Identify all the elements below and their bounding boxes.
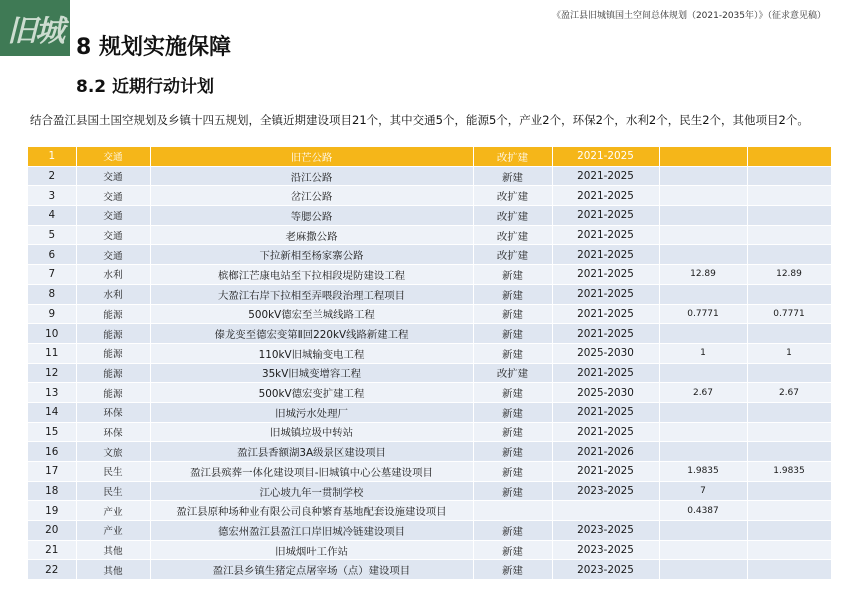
project-name-cell: 沿江公路 xyxy=(150,166,473,186)
logo xyxy=(0,0,70,56)
table-row xyxy=(28,442,831,462)
period-cell: 2023-2025 xyxy=(552,540,659,560)
logo-text: 旧城 xyxy=(7,14,63,49)
value-b-cell xyxy=(747,402,831,422)
table-row xyxy=(28,383,831,403)
period-cell: 2021-2025 xyxy=(552,363,659,383)
value-a-cell xyxy=(659,245,747,265)
table-row xyxy=(28,343,831,363)
table-row xyxy=(28,540,831,560)
table-row xyxy=(28,265,831,285)
table-row xyxy=(28,206,831,226)
value-a-cell xyxy=(659,324,747,344)
project-table-body xyxy=(28,147,831,580)
row-number-cell: 13 xyxy=(28,383,76,403)
table-row xyxy=(28,166,831,186)
project-name-cell: 盈江县殡葬一体化建设项目-旧城镇中心公墓建设项目 xyxy=(150,462,473,482)
project-name-cell: 110kV旧城输变电工程 xyxy=(150,343,473,363)
table-row xyxy=(28,521,831,541)
period-cell: 2021-2025 xyxy=(552,462,659,482)
period-cell: 2023-2025 xyxy=(552,481,659,501)
value-b-cell xyxy=(747,284,831,304)
row-number-cell: 21 xyxy=(28,540,76,560)
value-b-cell xyxy=(747,166,831,186)
project-name-cell: 35kV旧城变增容工程 xyxy=(150,363,473,383)
value-a-cell: 0.7771 xyxy=(659,304,747,324)
value-a-cell: 1 xyxy=(659,343,747,363)
row-number-cell: 10 xyxy=(28,324,76,344)
value-b-cell xyxy=(747,521,831,541)
project-name-cell: 江心坡九年一贯制学校 xyxy=(150,481,473,501)
construction-nature-cell: 改扩建 xyxy=(473,186,552,206)
row-number-cell: 11 xyxy=(28,343,76,363)
period-cell: 2025-2030 xyxy=(552,383,659,403)
project-name-cell: 500kV德宏变扩建工程 xyxy=(150,383,473,403)
row-number-cell: 20 xyxy=(28,521,76,541)
period-cell: 2021-2025 xyxy=(552,206,659,226)
row-number-cell: 22 xyxy=(28,560,76,580)
section-subtitle: 8.2 近期行动计划 xyxy=(76,77,215,97)
construction-nature-cell: 新建 xyxy=(473,481,552,501)
value-a-cell xyxy=(659,540,747,560)
construction-nature-cell: 改扩建 xyxy=(473,225,552,245)
project-type-cell: 能源 xyxy=(76,343,150,363)
row-number-cell: 12 xyxy=(28,363,76,383)
construction-nature-cell: 改扩建 xyxy=(473,147,552,166)
project-name-cell: 大盈江右岸下拉相至弄喂段治理工程项目 xyxy=(150,284,473,304)
period-cell: 2021-2025 xyxy=(552,147,659,166)
period-cell: 2021-2025 xyxy=(552,304,659,324)
value-b-cell xyxy=(747,481,831,501)
project-type-cell: 环保 xyxy=(76,402,150,422)
table-row xyxy=(28,462,831,482)
construction-nature-cell: 新建 xyxy=(473,422,552,442)
period-cell xyxy=(552,501,659,521)
construction-nature-cell xyxy=(473,501,552,521)
project-name-cell: 旧城污水处理厂 xyxy=(150,402,473,422)
project-name-cell: 500kV德宏至兰城线路工程 xyxy=(150,304,473,324)
row-number-cell: 19 xyxy=(28,501,76,521)
period-cell: 2021-2026 xyxy=(552,442,659,462)
row-number-cell: 5 xyxy=(28,225,76,245)
period-cell: 2025-2030 xyxy=(552,343,659,363)
project-type-cell: 能源 xyxy=(76,383,150,403)
value-b-cell xyxy=(747,363,831,383)
construction-nature-cell: 新建 xyxy=(473,442,552,462)
project-name-cell: 岔江公路 xyxy=(150,186,473,206)
project-type-cell: 能源 xyxy=(76,324,150,344)
project-type-cell: 交通 xyxy=(76,147,150,166)
value-a-cell: 12.89 xyxy=(659,265,747,285)
value-b-cell: 12.89 xyxy=(747,265,831,285)
value-a-cell xyxy=(659,284,747,304)
row-number-cell: 14 xyxy=(28,402,76,422)
construction-nature-cell: 新建 xyxy=(473,521,552,541)
value-b-cell xyxy=(747,540,831,560)
value-a-cell xyxy=(659,363,747,383)
project-name-cell: 傣龙变至德宏变第Ⅱ回220kV线路新建工程 xyxy=(150,324,473,344)
period-cell: 2021-2025 xyxy=(552,265,659,285)
project-type-cell: 环保 xyxy=(76,422,150,442)
project-type-cell: 交通 xyxy=(76,206,150,226)
row-number-cell: 4 xyxy=(28,206,76,226)
project-type-cell: 产业 xyxy=(76,501,150,521)
project-name-cell: 德宏州盈江县盈江口岸旧城冷链建设项目 xyxy=(150,521,473,541)
intro-paragraph: 结合盈江县国土国空规划及乡镇十四五规划，全镇近期建设项目21个，其中交通5个，能源5个，产业2个，环保2个，水利2个，民生2个，其他项目2个。 xyxy=(30,113,809,127)
construction-nature-cell: 改扩建 xyxy=(473,363,552,383)
project-type-cell: 能源 xyxy=(76,304,150,324)
construction-nature-cell: 新建 xyxy=(473,560,552,580)
project-type-cell: 交通 xyxy=(76,245,150,265)
project-type-cell: 民生 xyxy=(76,462,150,482)
value-a-cell xyxy=(659,147,747,166)
row-number-cell: 2 xyxy=(28,166,76,186)
period-cell: 2021-2025 xyxy=(552,402,659,422)
row-number-cell: 16 xyxy=(28,442,76,462)
value-b-cell: 0.7771 xyxy=(747,304,831,324)
row-number-cell: 3 xyxy=(28,186,76,206)
row-number-cell: 18 xyxy=(28,481,76,501)
construction-nature-cell: 新建 xyxy=(473,383,552,403)
construction-nature-cell: 新建 xyxy=(473,324,552,344)
value-b-cell: 1.9835 xyxy=(747,462,831,482)
table-row xyxy=(28,186,831,206)
construction-nature-cell: 新建 xyxy=(473,284,552,304)
project-name-cell: 盈江县乡镇生猪定点屠宰场（点）建设项目 xyxy=(150,560,473,580)
construction-nature-cell: 新建 xyxy=(473,540,552,560)
construction-nature-cell: 新建 xyxy=(473,402,552,422)
value-b-cell xyxy=(747,206,831,226)
project-name-cell: 盈江县香额湖3A级景区建设项目 xyxy=(150,442,473,462)
value-b-cell xyxy=(747,186,831,206)
period-cell: 2021-2025 xyxy=(552,186,659,206)
value-a-cell xyxy=(659,186,747,206)
value-a-cell xyxy=(659,166,747,186)
construction-nature-cell: 新建 xyxy=(473,265,552,285)
project-type-cell: 民生 xyxy=(76,481,150,501)
section-title: 8 规划实施保障 xyxy=(76,35,231,60)
value-b-cell xyxy=(747,225,831,245)
value-a-cell xyxy=(659,206,747,226)
table-row xyxy=(28,422,831,442)
construction-nature-cell: 新建 xyxy=(473,462,552,482)
project-table xyxy=(28,147,832,580)
period-cell: 2021-2025 xyxy=(552,422,659,442)
value-a-cell: 0.4387 xyxy=(659,501,747,521)
project-name-cell: 槟榔江芒康电站至下拉相段堤防建设工程 xyxy=(150,265,473,285)
project-name-cell: 下拉新相至杨家寨公路 xyxy=(150,245,473,265)
value-a-cell xyxy=(659,442,747,462)
value-b-cell xyxy=(747,147,831,166)
period-cell: 2021-2025 xyxy=(552,324,659,344)
project-type-cell: 交通 xyxy=(76,166,150,186)
project-name-cell: 盈江县原种场种业有限公司良种繁育基地配套设施建设项目 xyxy=(150,501,473,521)
table-row xyxy=(28,304,831,324)
table-row xyxy=(28,284,831,304)
value-b-cell xyxy=(747,442,831,462)
table-row xyxy=(28,245,831,265)
construction-nature-cell: 改扩建 xyxy=(473,245,552,265)
value-a-cell: 1.9835 xyxy=(659,462,747,482)
value-a-cell: 2.67 xyxy=(659,383,747,403)
construction-nature-cell: 新建 xyxy=(473,304,552,324)
value-b-cell xyxy=(747,560,831,580)
project-type-cell: 其他 xyxy=(76,540,150,560)
project-type-cell: 交通 xyxy=(76,186,150,206)
table-row xyxy=(28,324,831,344)
construction-nature-cell: 新建 xyxy=(473,343,552,363)
value-a-cell xyxy=(659,521,747,541)
row-number-cell: 15 xyxy=(28,422,76,442)
row-number-cell: 6 xyxy=(28,245,76,265)
period-cell: 2023-2025 xyxy=(552,560,659,580)
project-type-cell: 文旅 xyxy=(76,442,150,462)
document-title: 《盈江县旧城镇国土空间总体规划（2021-2035年）》（征求意见稿） xyxy=(551,11,826,21)
row-number-cell: 1 xyxy=(28,147,76,166)
period-cell: 2021-2025 xyxy=(552,166,659,186)
value-b-cell xyxy=(747,324,831,344)
value-b-cell xyxy=(747,245,831,265)
table-row xyxy=(28,501,831,521)
project-type-cell: 水利 xyxy=(76,284,150,304)
row-number-cell: 9 xyxy=(28,304,76,324)
project-name-cell: 旧芒公路 xyxy=(150,147,473,166)
period-cell: 2021-2025 xyxy=(552,245,659,265)
project-type-cell: 水利 xyxy=(76,265,150,285)
value-a-cell xyxy=(659,225,747,245)
construction-nature-cell: 新建 xyxy=(473,166,552,186)
period-cell: 2021-2025 xyxy=(552,284,659,304)
table-row xyxy=(28,560,831,580)
period-cell: 2023-2025 xyxy=(552,521,659,541)
project-name-cell: 等腮公路 xyxy=(150,206,473,226)
period-cell: 2021-2025 xyxy=(552,225,659,245)
table-row xyxy=(28,147,831,166)
row-number-cell: 8 xyxy=(28,284,76,304)
row-number-cell: 7 xyxy=(28,265,76,285)
value-a-cell xyxy=(659,422,747,442)
value-a-cell: 7 xyxy=(659,481,747,501)
project-name-cell: 旧城烟叶工作站 xyxy=(150,540,473,560)
table-row xyxy=(28,402,831,422)
value-b-cell xyxy=(747,501,831,521)
value-b-cell xyxy=(747,422,831,442)
row-number-cell: 17 xyxy=(28,462,76,482)
table-row xyxy=(28,363,831,383)
project-name-cell: 老麻撒公路 xyxy=(150,225,473,245)
value-b-cell: 2.67 xyxy=(747,383,831,403)
value-b-cell: 1 xyxy=(747,343,831,363)
project-type-cell: 产业 xyxy=(76,521,150,541)
project-name-cell: 旧城镇垃圾中转站 xyxy=(150,422,473,442)
table-row xyxy=(28,225,831,245)
value-a-cell xyxy=(659,402,747,422)
table-row xyxy=(28,481,831,501)
construction-nature-cell: 改扩建 xyxy=(473,206,552,226)
project-type-cell: 其他 xyxy=(76,560,150,580)
value-a-cell xyxy=(659,560,747,580)
project-type-cell: 能源 xyxy=(76,363,150,383)
project-type-cell: 交通 xyxy=(76,225,150,245)
